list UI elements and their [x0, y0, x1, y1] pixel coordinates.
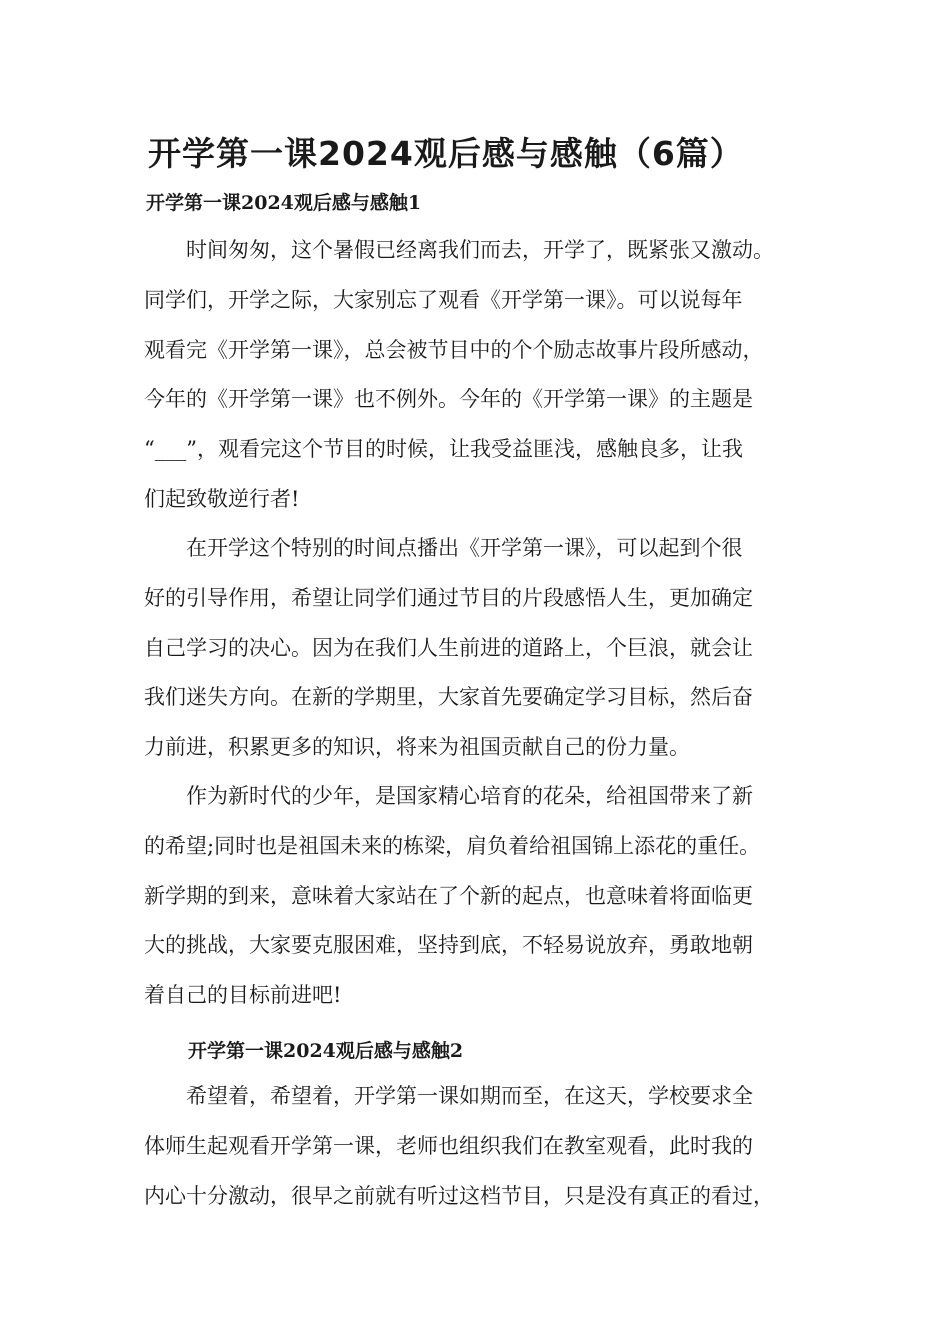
text-line: 着自己的目标前进吧! [144, 983, 342, 1008]
text-line: 希望着，希望着，开学第一课如期而至，在这天，学校要求全 [144, 1084, 753, 1108]
paragraph-2 [144, 524, 824, 773]
document-title: 开学第一课2024观后感与感触（6篇） [148, 134, 744, 173]
text-line: 我们迷失方向。在新的学期里，大家首先要确定学习目标，然后奋 [144, 685, 753, 710]
text-line: 作为新时代的少年，是国家精心培育的花朵，给祖国带来了新 [144, 784, 753, 808]
text-line: 大的挑战，大家要克服困难，坚持到底，不轻易说放弃，勇敢地朝 [144, 933, 753, 958]
text-line: 体师生起观看开学第一课，老师也组织我们在教室观看，此时我的 [144, 1133, 753, 1158]
text-line: 好的引导作用，希望让同学们通过节目的片段感悟人生，更加确定 [144, 585, 753, 610]
text-line: 今年的《开学第一课》也不例外。今年的《开学第一课》的主题是 [144, 387, 753, 412]
paragraph-1 [144, 226, 824, 525]
section-heading-1: 开学第一课2024观后感与感触1 [146, 192, 422, 214]
section-heading-2: 开学第一课2024观后感与感触2 [188, 1040, 464, 1062]
text-line: 观看完《开学第一课》，总会被节目中的个个励志故事片段所感动， [144, 337, 764, 362]
paragraph-4 [144, 1072, 824, 1221]
paragraph-3 [144, 772, 824, 1021]
text-line: 同学们，开学之际，大家别忘了观看《开学第一课》。可以说每年 [144, 287, 743, 312]
text-line: 的希望;同时也是祖国未来的栋梁，肩负着给祖国锦上添花的重任。 [144, 833, 761, 858]
text-line: “___”，观看完这个节目的时候，让我受益匪浅，感触良多，让我 [144, 437, 743, 462]
text-line: 内心十分激动，很早之前就有听过这档节目，只是没有真正的看过， [144, 1183, 774, 1208]
text-line: 新学期的到来，意味着大家站在了个新的起点，也意味着将面临更 [144, 883, 753, 908]
text-line: 们起致敬逆行者! [144, 486, 300, 511]
text-line: 力前进，积累更多的知识，将来为祖国贡献自己的份力量。 [144, 735, 690, 760]
text-line: 自己学习的决心。因为在我们人生前进的道路上，个巨浪，就会让 [144, 635, 753, 660]
text-line: 在开学这个特别的时间点播出《开学第一课》，可以起到个很 [144, 536, 743, 560]
text-line: 时间匆匆，这个暑假已经离我们而去，开学了，既紧张又激动。 [144, 238, 774, 262]
